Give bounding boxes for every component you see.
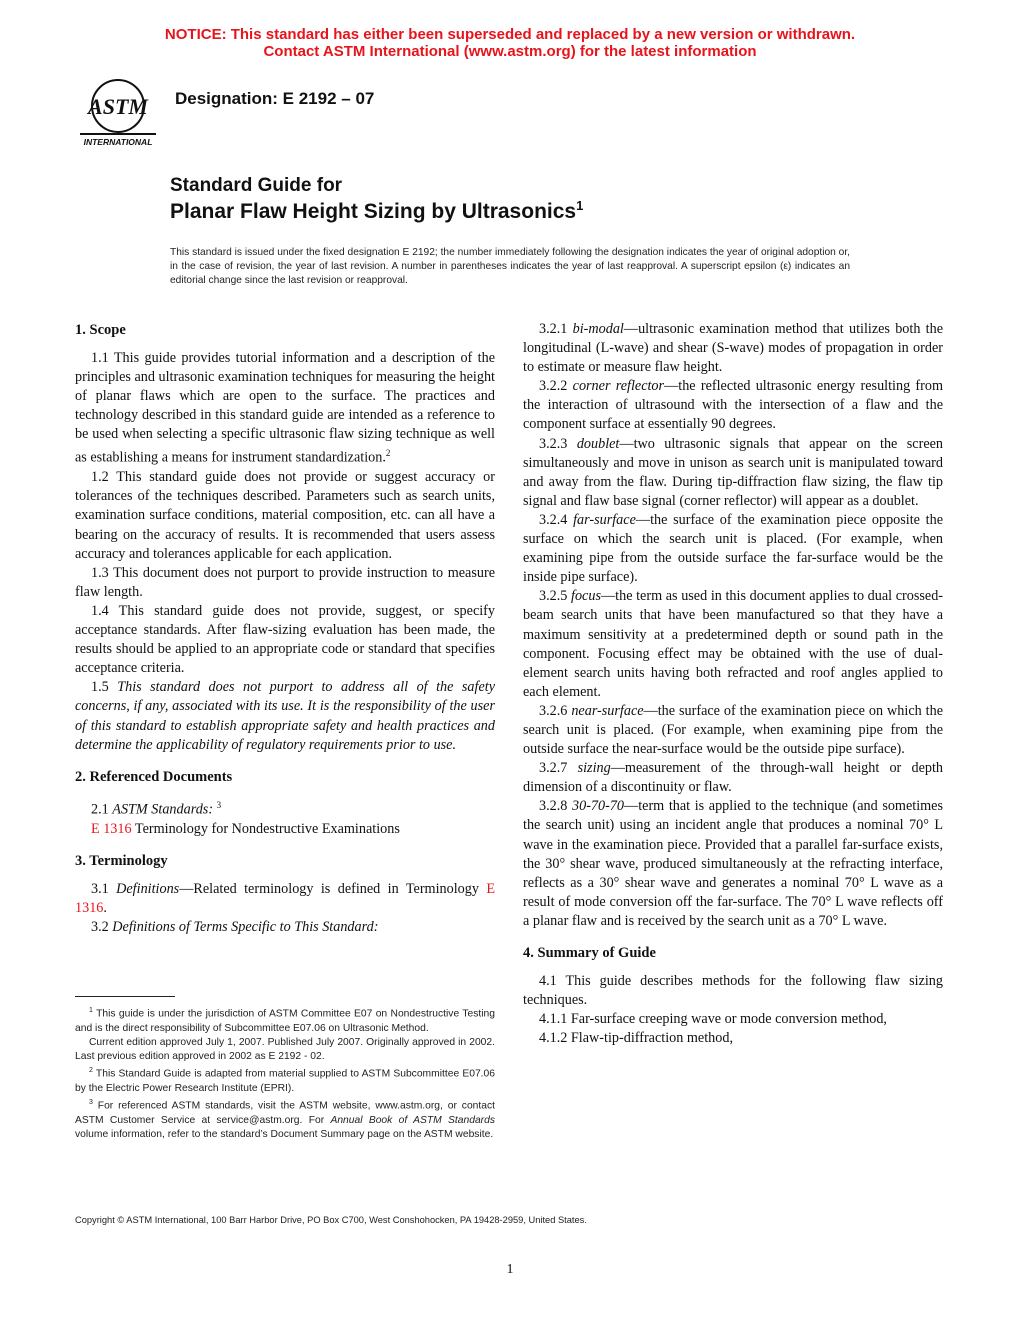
logo-subtext: INTERNATIONAL bbox=[83, 137, 153, 147]
footnote-3: $^3$ For referenced ASTM standards, visit the ASTM website, www.astm.org, or contact ASTM Customer Service at service@astm.org. For Annual Book of ASTM Standards volume information, refer to the standard’s Document Summary page on the ASTM website. bbox=[75, 1099, 495, 1140]
para-4-1-1: 4.1.1 Far-surface creeping wave or mode conversion method, bbox=[539, 1011, 887, 1028]
para-1-5: 1.5 This standard does not purport to address all of the safety concerns, if any, associated with its use. It is the responsibility of the user of this standard to establish appropriate safety and health practices and determine the applicability of regulatory requirements prior to use. bbox=[75, 679, 495, 753]
para-1-1: 1.1 This guide provides tutorial information and a description of the principles and ultrasonic examination techniques for measuring the height of planar flaws which are open to the surface. The practices and technology described in this standard guide are intended as a reference to be used when selecting a specific ultrasonic flaw sizing technique as well as establishing a means for instrument standardization.$^2$ bbox=[75, 350, 495, 467]
def-3-2-2: 3.2.2 corner reflector—the reflected ultrasonic energy resulting from the interaction of ultrasound with the intersection of a flaw and the component surface at essentially 90 degrees. bbox=[523, 378, 944, 433]
ref-e1316: E 1316 Terminology for Nondestructive Examinations bbox=[91, 820, 400, 837]
notice-line-1: NOTICE: This standard has either been superseded and replaced by a new version or withdrawn. bbox=[164, 26, 856, 43]
scope-heading: 1. Scope bbox=[75, 322, 126, 338]
footnote-1b: Current edition approved July 1, 2007. Published July 2007. Originally approved in 2002. Last previous edition approved in 2002 as E 2192 - 02. bbox=[75, 1036, 495, 1063]
e1316-link[interactable]: E 1316 bbox=[91, 820, 132, 837]
footnotes bbox=[75, 1004, 495, 1142]
para-2-1: 2.1 ASTM Standards: $^3$ bbox=[91, 799, 222, 818]
def-3-2-3: 3.2.3 doublet—two ultrasonic signals that appear on the screen simultaneously and move in unison as search unit is manipulated toward and away from the flaw. During tip-diffraction flaw sizing, the flaw tip signal and flaw base signal (corner reflector) will appear as a doublet. bbox=[523, 435, 944, 509]
para-4-1-2: 4.1.2 Flaw-tip-diffraction method, bbox=[539, 1030, 733, 1047]
designation: Designation: E 2192 – 07 bbox=[175, 89, 375, 108]
para-1-3: 1.3 This document does not purport to provide instruction to measure flaw length. bbox=[75, 564, 495, 600]
def-3-2-4: 3.2.4 far-surface—the surface of the examination piece opposite the surface on which the search unit is placed. (For example, when examining pipe from the outside surface the far-surface would be the inside pipe surface). bbox=[523, 511, 944, 586]
footnote-2: $^2$ This Standard Guide is adapted from material supplied to ASTM Subcommittee E07.06 by the Electric Power Research Institute (EPRI). bbox=[75, 1067, 495, 1094]
logo-text: ASTM bbox=[88, 94, 148, 119]
footnote-1: $^1$ This guide is under the jurisdiction of ASTM Committee E07 on Nondestructive Testing and is the direct responsibility of Subcommittee E07.06 on Ultrasonic Method. bbox=[75, 1007, 495, 1034]
e1316-link-2[interactable]: E 1316 bbox=[75, 880, 496, 916]
terminology-heading: 3. Terminology bbox=[75, 852, 168, 869]
def-3-2-5: 3.2.5 focus—the term as used in this document applies to dual crossed-beam search units that have been manufactured so that they have a maximum sensitivity at a predetermined depth or sound path in the component. Focusing effect may be obtained with the use of dual-element search units having both refracted and roof angles applied to each element. bbox=[523, 588, 944, 700]
para-1-4: 1.4 This standard guide does not provide, suggest, or specify acceptance standards. After flaw-sizing evaluation has been made, the results should be applied to an appropriate code or standard that specifies acceptance criteria. bbox=[75, 602, 495, 677]
title-footnote-mark: 1 bbox=[576, 198, 584, 213]
para-3-1: 3.1 Definitions—Related terminology is defined in Terminology E 1316. bbox=[75, 880, 496, 916]
def-3-2-1: 3.2.1 bi-modal—ultrasonic examination method that utilizes both the longitudinal (L-wave) and shear (S-wave) modes of propagation in order to estimate or measure flaw height. bbox=[523, 321, 944, 376]
def-3-2-8: 3.2.8 30-70-70—term that is applied to the technique (and sometimes the search unit) using an incident angle that produces a nominal 70° L wave in the examination piece. Provided that a parallel far-surface exists, the 30° shear wave, produced simultaneously at the refracting interface, reflects as a 30° shear wave and generates a nominal 70° L wave as a result of mode conversion off the far-surface. The 70° L wave reflects off a planar flaw and is received by the search unit as a 70° L wave. bbox=[523, 798, 943, 929]
summary-heading: 4. Summary of Guide bbox=[523, 945, 656, 961]
title-line-1: Standard Guide for bbox=[170, 175, 343, 196]
para-1-2: 1.2 This standard guide does not provide or suggest accuracy or tolerances of the techniques described. Parameters such as search units, examination surface conditions, material composition, etc. can all have a bearing on the accuracy of results. It is recommended that users assess accuracy and tolerances applicable for each application. bbox=[75, 469, 495, 562]
def-3-2-7: 3.2.7 sizing—measurement of the through-wall height or depth dimension of a discontinuity or flaw. bbox=[523, 760, 944, 796]
copyright: Copyright © ASTM International, 100 Barr Harbor Drive, PO Box C700, West Conshohocken, PA 19428-2959, United States. bbox=[75, 1215, 587, 1225]
left-column bbox=[75, 320, 495, 937]
withdrawal-notice bbox=[0, 26, 1020, 60]
title-text: Planar Flaw Height Sizing by Ultrasonics bbox=[170, 200, 577, 223]
para-4-1: 4.1 This guide describes methods for the following flaw sizing techniques. bbox=[523, 973, 943, 1009]
footnote-rule bbox=[75, 996, 175, 997]
right-column bbox=[523, 320, 943, 1048]
page-number: 1 bbox=[506, 1262, 514, 1277]
refdocs-heading: 2. Referenced Documents bbox=[75, 768, 233, 785]
def-3-2-6: 3.2.6 near-surface—the surface of the examination piece on which the search unit is placed. (For example, when examining pipe from the outside surface the near-surface would be the outside pipe surface). bbox=[523, 702, 944, 758]
fn-ref-2: 2 bbox=[385, 448, 391, 459]
title-line-2 bbox=[170, 198, 583, 224]
para-3-2: 3.2 Definitions of Terms Specific to This Standard: bbox=[91, 918, 379, 935]
astm-logo bbox=[76, 76, 160, 150]
notice-line-2: Contact ASTM International (www.astm.org) for the latest information bbox=[263, 43, 757, 60]
issued-note: This standard is issued under the fixed designation E 2192; the number immediately following the designation indicates the year of original adoption or, in the case of revision, the year of last revision. A number in parentheses indicates the year of last reapproval. A superscript epsilon (ε) indicates an editorial change since the last revision or reapproval. bbox=[170, 247, 850, 286]
